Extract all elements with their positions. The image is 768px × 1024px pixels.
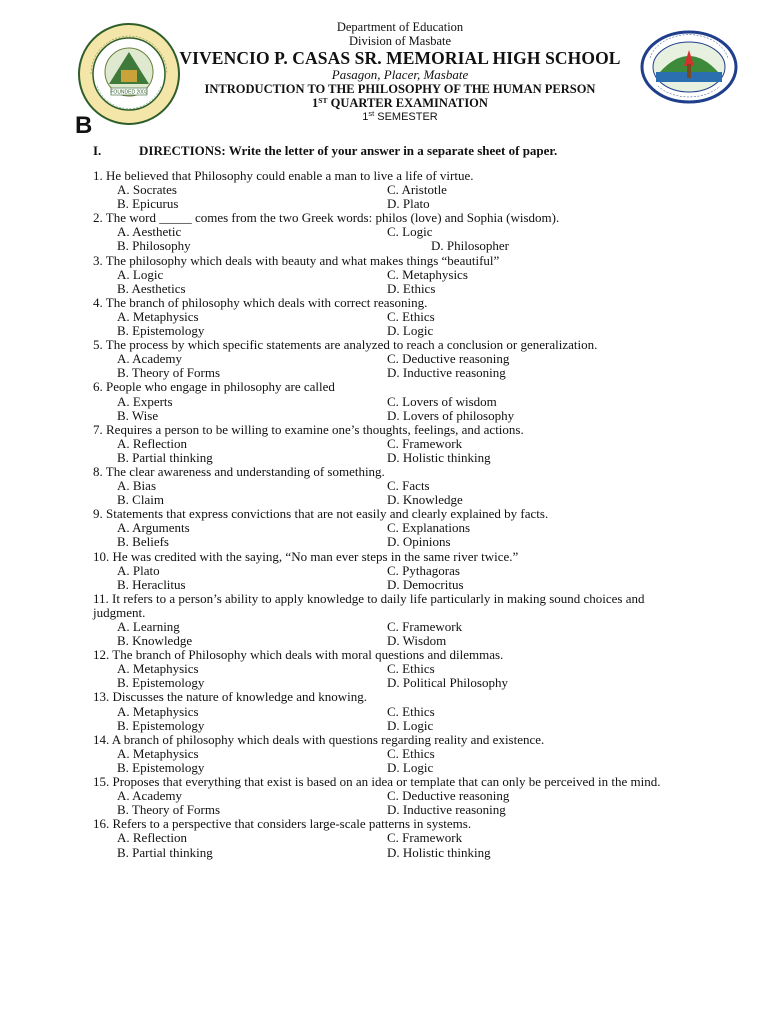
option-d: D. Logic [387,717,434,733]
option-d: D. Holistic thinking [387,844,491,860]
question-stem: 5. The process by which specific statements are analyzed to reach a conclusion or generalization. [93,337,598,353]
option-row [93,282,718,296]
option-b: B. Partial thinking [117,449,213,465]
option-b: B. Epistemology [117,323,205,339]
directions-number: I. [93,143,102,158]
option-d: D. Holistic thinking [387,449,491,465]
option-b: B. Theory of Forms [117,802,221,818]
question-item [93,507,718,549]
question-item [93,380,718,422]
option-row [93,395,718,409]
question-stem: 10. He was credited with the saying, “No man ever steps in the same river twice.” [93,548,519,564]
option-row [93,719,718,733]
option-row [93,493,718,507]
subject-title: INTRODUCTION TO THE PHILOSOPHY OF THE HUMAN PERSON [204,82,596,96]
option-row [93,846,718,860]
option-c: C. Deductive reasoning [387,351,510,367]
option-row [93,535,718,549]
question-item [93,254,718,296]
option-a: A. Plato [117,562,160,578]
option-b: B. Philosophy [117,238,191,254]
option-c: C. Facts [387,478,430,494]
option-c: C. Lovers of wisdom [387,393,497,409]
option-row [93,324,718,338]
option-a: A. Bias [117,478,156,494]
question-item [93,550,718,592]
semester-text: 1st SEMESTER [362,109,438,123]
option-row [93,409,718,423]
question-stem: 7. Requires a person to be willing to examine one’s thoughts, feelings, and actions. [93,421,524,437]
option-c: C. Metaphysics [387,266,468,282]
school-name: VIVENCIO P. CASAS SR. MEMORIAL HIGH SCHOOL [179,48,621,68]
question-stem-continued: judgment. [93,604,146,620]
option-row [93,366,718,380]
option-b: B. Epistemology [117,675,205,691]
option-b: B. Claim [117,492,164,508]
option-d: D. Ethics [387,280,436,296]
option-d: D. Wisdom [387,633,447,649]
question-item [93,648,718,690]
option-row [93,479,718,493]
option-d: D. Lovers of philosophy [387,407,515,423]
question-stem: 13. Discusses the nature of knowledge and knowing. [93,689,368,705]
option-a: A. Metaphysics [117,745,199,761]
exam-title: 1ST QUARTER EXAMINATION [312,96,488,110]
question-item [93,775,718,817]
option-row [93,747,718,761]
option-row [93,451,718,465]
option-c: C. Ethics [387,745,435,761]
option-row [93,578,718,592]
question-item [93,423,718,465]
option-c: C. Ethics [387,308,435,324]
option-b: B. Heraclitus [117,576,186,592]
option-d: D. Logic [387,759,434,775]
option-d: D. Opinions [387,534,451,550]
option-c: C. Framework [387,435,463,451]
question-stem: 16. Refers to a perspective that considers large-scale patterns in systems. [93,816,472,832]
option-a: A. Arguments [117,520,190,536]
option-row [93,437,718,451]
set-label: B [75,112,93,139]
option-row [93,183,718,197]
option-c: C. Aristotle [387,182,447,198]
option-row [93,705,718,719]
option-row [93,634,718,648]
option-c: C. Logic [387,224,433,240]
option-a: A. Academy [117,788,182,804]
option-a: A. Experts [117,393,173,409]
option-a: A. Metaphysics [117,703,199,719]
question-item [93,690,718,732]
question-stem: 6. People who engage in philosophy are called [93,379,335,395]
option-c: C. Ethics [387,661,435,677]
option-a: A. Reflection [117,435,188,451]
school-address: Pasagon, Placer, Masbate [331,67,469,82]
deped-seal-logo [640,30,738,104]
option-b: B. Aesthetics [117,280,186,296]
option-d: D. Political Philosophy [387,675,508,691]
option-row [93,831,718,845]
option-b: B. Epicurus [117,196,179,212]
option-b: B. Knowledge [117,633,193,649]
option-row [93,225,718,239]
option-b: B. Partial thinking [117,844,213,860]
option-a: A. Socrates [117,182,177,198]
question-item [93,338,718,380]
directions [93,143,693,159]
option-a: A. Aesthetic [117,224,182,240]
option-row [93,197,718,211]
option-d: D. Inductive reasoning [387,365,506,381]
option-b: B. Wise [117,407,159,423]
question-item [93,817,718,859]
option-row [93,662,718,676]
option-row [93,676,718,690]
option-c: C. Pythagoras [387,562,460,578]
option-a: A. Reflection [117,830,188,846]
option-b: B. Epistemology [117,759,205,775]
option-row [93,521,718,535]
question-item [93,296,718,338]
question-stem: 12. The branch of Philosophy which deals with moral questions and dilemmas. [93,647,504,663]
option-d: D. Inductive reasoning [387,802,506,818]
question-item [93,169,718,211]
question-stem: 1. He believed that Philosophy could enable a man to live a life of virtue. [93,168,474,183]
option-c: C. Ethics [387,703,435,719]
option-row [93,239,718,253]
option-a: A. Academy [117,351,182,367]
option-row [93,310,718,324]
directions-text: DIRECTIONS: Write the letter of your answer in a separate sheet of paper. [139,143,558,158]
department-text: Department of Education [336,20,464,34]
option-d: D. Democritus [387,576,464,592]
option-b: B. Epistemology [117,717,205,733]
question-stem: 15. Proposes that everything that exist is based on an idea or template that can only be perceived in the mind. [93,774,661,790]
option-row [93,352,718,366]
question-stem: 3. The philosophy which deals with beauty and what makes things “beautiful” [93,252,500,268]
option-d: D. Plato [387,196,430,212]
question-stem: 8. The clear awareness and understanding of something. [93,463,385,479]
option-d: D. Logic [387,323,434,339]
option-row [93,803,718,817]
document-header [160,20,640,124]
option-d: D. Philosopher [431,238,509,254]
option-row [93,564,718,578]
option-c: C. Framework [387,619,463,634]
question-stem: 9. Statements that express convictions that are not easily and clearly explained by facts. [93,506,549,522]
question-item [93,592,718,648]
division-text: Division of Masbate [348,34,452,48]
option-c: C. Deductive reasoning [387,788,510,804]
question-item [93,733,718,775]
question-stem: 11. It refers to a person’s ability to apply knowledge to daily life particularly in making sound choices and [93,590,645,606]
seal-founded-text: FOUNDED 2002 [110,89,148,96]
question-list [93,169,718,860]
question-stem: 4. The branch of philosophy which deals with correct reasoning. [93,294,428,310]
option-row [93,620,718,634]
option-b: B. Theory of Forms [117,365,221,381]
option-row [93,761,718,775]
option-b: B. Beliefs [117,534,169,550]
option-a: A. Logic [117,266,164,282]
option-c: C. Explanations [387,520,471,536]
option-c: C. Framework [387,830,463,846]
option-a: A. Metaphysics [117,308,199,324]
option-row [93,789,718,803]
question-item [93,211,718,253]
question-stem: 2. The word _____ comes from the two Greek words: philos (love) and Sophia (wisdom). [93,210,560,226]
option-a: A. Learning [117,619,180,634]
option-a: A. Metaphysics [117,661,199,677]
option-d: D. Knowledge [387,492,463,508]
question-stem: 14. A branch of philosophy which deals with questions regarding reality and existence. [93,731,545,747]
question-item [93,465,718,507]
option-row [93,268,718,282]
